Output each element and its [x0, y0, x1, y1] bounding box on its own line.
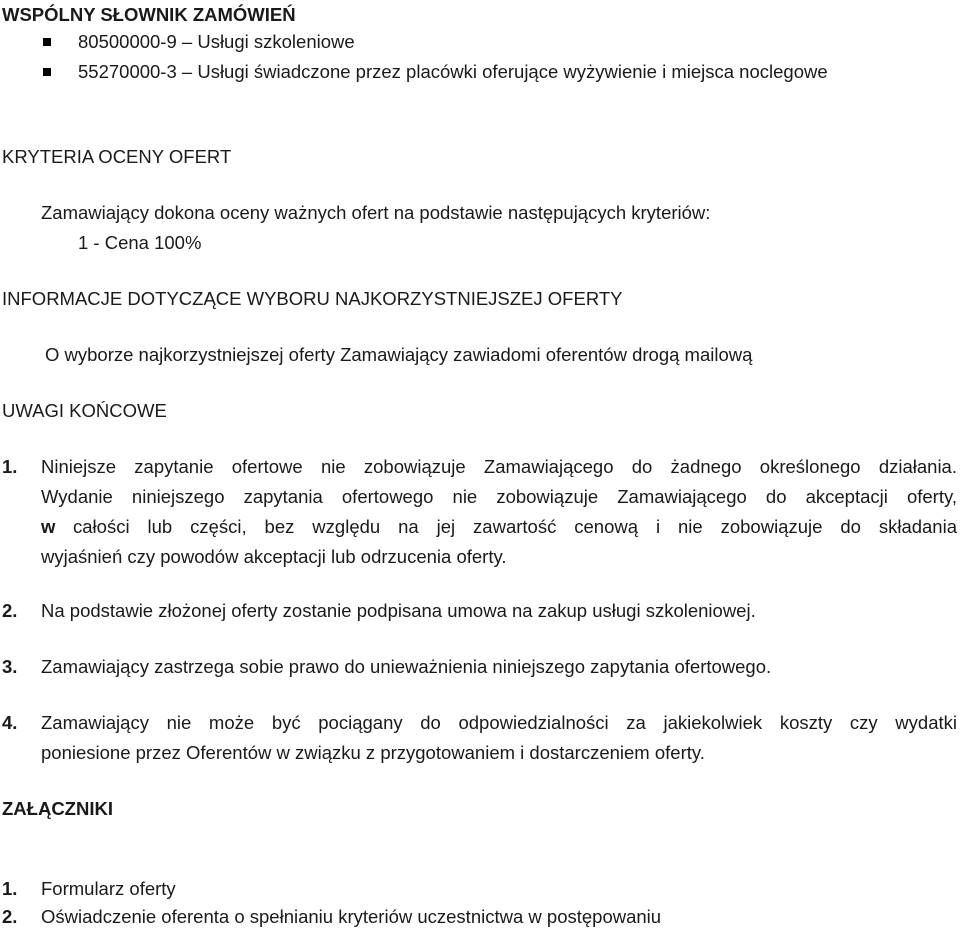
section-heading-cpv: WSPÓLNY SŁOWNIK ZAMÓWIEŃ [2, 4, 296, 25]
cpv-item: 80500000-9 – Usługi szkoleniowe [78, 31, 355, 52]
remark-line: Wydanie niniejszego zapytania ofertowego nie zobowiązuje Zamawiającego do akceptacji oferty, [41, 486, 957, 507]
attachment-item: Formularz oferty [41, 878, 176, 899]
bullet-square-icon [43, 38, 51, 46]
remark-number: 1. [2, 456, 18, 477]
section-heading-attachments: ZAŁĄCZNIKI [2, 798, 113, 819]
criteria-item: 1 - Cena 100% [78, 232, 202, 253]
remark-number: 3. [2, 656, 18, 677]
attachment-item: Oświadczenie oferenta o spełnianiu kryteriów uczestnictwa w postępowaniu [41, 906, 662, 927]
remark-line: wyjaśnień czy powodów akceptacji lub odrzucenia oferty. [41, 546, 507, 567]
cpv-item: 55270000-3 – Usługi świadczone przez placówki oferujące wyżywienie i miejsca noclegowe [78, 61, 828, 82]
remark-line: Niniejsze zapytanie ofertowe nie zobowiązuje Zamawiającego do żadnego określonego działania. [41, 456, 957, 477]
remark-line: Zamawiający nie może być pociągany do odpowiedzialności za jakiekolwiek koszty czy wydatki [41, 712, 957, 733]
selection-text: O wyborze najkorzystniejszej oferty Zamawiający zawiadomi oferentów drogą mailową [45, 344, 753, 365]
remark-number: 2. [2, 600, 18, 621]
criteria-intro: Zamawiający dokona oceny ważnych ofert na podstawie następujących kryteriów: [41, 202, 711, 223]
remark-line: poniesione przez Oferentów w związku z przygotowaniem i dostarczeniem oferty. [41, 742, 705, 763]
bullet-square-icon [43, 68, 51, 76]
remark-line: Na podstawie złożonej oferty zostanie podpisana umowa na zakup usługi szkoleniowej. [41, 600, 756, 621]
section-heading-criteria: KRYTERIA OCENY OFERT [2, 146, 232, 167]
remark-line-bold-word: w [41, 516, 56, 537]
remark-number: 4. [2, 712, 18, 733]
attachment-number: 2. [2, 906, 18, 927]
section-heading-remarks: UWAGI KOŃCOWE [2, 400, 167, 421]
remark-line: Zamawiający zastrzega sobie prawo do unieważnienia niniejszego zapytania ofertowego. [41, 656, 772, 677]
attachment-number: 1. [2, 878, 18, 899]
remark-line: całości lub części, bez względu na jej zawartość cenową i nie zobowiązuje do składania [73, 516, 957, 537]
section-heading-selection: INFORMACJE DOTYCZĄCE WYBORU NAJKORZYSTNIEJSZEJ OFERTY [2, 288, 623, 309]
